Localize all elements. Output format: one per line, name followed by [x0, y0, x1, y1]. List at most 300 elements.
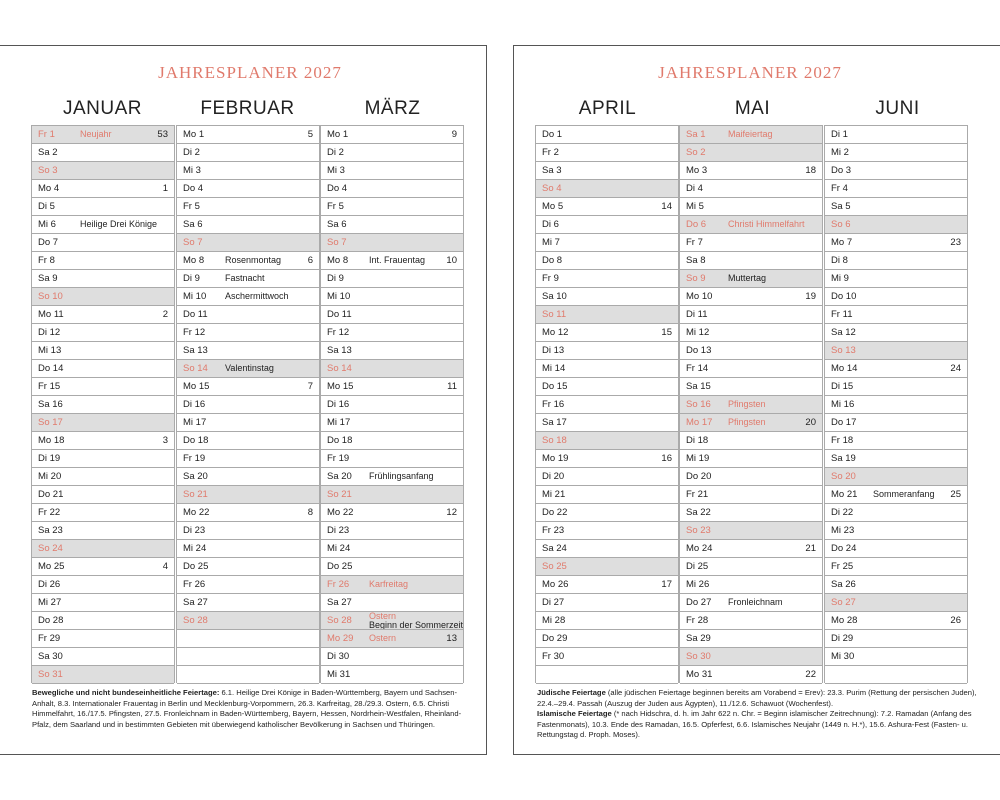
day-number: 25 — [842, 561, 854, 572]
weekday: Sa — [327, 345, 339, 356]
day-row — [536, 468, 678, 486]
day-number: 20 — [50, 471, 62, 482]
day-row — [825, 126, 967, 144]
day-label — [686, 414, 712, 431]
day-row — [825, 396, 967, 414]
day-label — [686, 360, 708, 377]
footnote-text-islamisch: (* nach Hidschra, d. h. im Jahr 622 n. Chr. = Beginn islamischer Zeitrechnung): 7.2. Ramadan (Anfang des Fastenmonats), 10.3. Ende des Ramadan, 16.5. Opferfest, 6.6. Islamisches Neujahr (1449 n. H.*), 15.6. Ashura-Fest (Fasten- u. Rettungstag d. Proph. Moses). — [537, 709, 972, 740]
day-label — [183, 504, 209, 521]
day-label — [686, 594, 711, 611]
day-row — [536, 378, 678, 396]
weekday: Mo — [831, 363, 845, 374]
weekday: Do — [38, 615, 51, 626]
month-heading-juni: JUNI — [875, 98, 920, 119]
day-label — [327, 612, 352, 629]
day-number: 21 — [341, 489, 352, 500]
weekday: Do — [327, 309, 340, 320]
day-number: 11 — [53, 309, 64, 320]
day-number: 7 — [52, 237, 59, 248]
day-number: 15 — [49, 381, 61, 392]
day-number: 11 — [197, 309, 208, 320]
day-label — [38, 486, 63, 503]
day-number: 14 — [52, 363, 64, 374]
day-label — [686, 180, 703, 197]
day-number: 2 — [194, 147, 200, 158]
day-number: 7 — [197, 237, 203, 248]
day-number: 11 — [341, 309, 352, 320]
weekday: Do — [542, 129, 555, 140]
weekday: Fr — [183, 201, 192, 212]
weekday: Mo — [686, 669, 700, 680]
day-label — [831, 126, 848, 143]
day-row — [32, 198, 174, 216]
day-number: 14 — [554, 363, 566, 374]
weekday: Mi — [686, 201, 697, 212]
weekday: Mi — [327, 291, 338, 302]
day-number: 4 — [697, 183, 703, 194]
holiday-name — [225, 252, 281, 269]
day-row — [321, 198, 463, 216]
day-label — [38, 630, 60, 647]
day-number: 19 — [557, 453, 569, 464]
day-number: 10 — [195, 291, 207, 302]
day-label — [686, 144, 706, 161]
day-number: 5 — [338, 201, 344, 212]
day-number: 10 — [701, 291, 713, 302]
day-label — [38, 612, 63, 629]
day-row — [321, 252, 463, 270]
day-label — [327, 594, 352, 611]
day-number: 30 — [700, 651, 711, 662]
day-number: 29 — [556, 633, 568, 644]
day-row — [177, 540, 319, 558]
day-label — [183, 270, 200, 287]
day-number: 13 — [845, 345, 856, 356]
day-number: 5 — [194, 201, 200, 212]
holiday-name — [225, 288, 289, 305]
weekday: Do — [542, 507, 555, 518]
day-number: 1 — [556, 129, 563, 140]
day-label — [686, 252, 706, 269]
weekday: Sa — [831, 579, 843, 590]
day-number: 25 — [556, 561, 567, 572]
weekday: Fr — [38, 507, 47, 518]
day-number: 5 — [845, 201, 851, 212]
day-number: 9 — [338, 273, 344, 284]
day-number: 29 — [842, 633, 854, 644]
day-row — [32, 306, 174, 324]
day-label — [327, 180, 347, 197]
holiday-name — [369, 468, 434, 485]
day-number: 18 — [556, 435, 567, 446]
day-number: 9 — [843, 273, 849, 284]
day-number: 15 — [700, 381, 711, 392]
day-row — [680, 594, 822, 612]
day-label — [183, 144, 200, 161]
day-number: 2 — [338, 147, 344, 158]
day-label — [831, 360, 857, 377]
day-row — [32, 324, 174, 342]
day-row — [177, 288, 319, 306]
day-number: 24 — [195, 543, 207, 554]
day-label — [686, 576, 709, 593]
day-label — [38, 468, 61, 485]
day-label — [327, 414, 350, 431]
day-row — [825, 162, 967, 180]
weekday: Mi — [38, 471, 49, 482]
day-label — [831, 342, 856, 359]
day-row — [536, 324, 678, 342]
day-row — [680, 414, 822, 432]
footnote-heading-islamisch: Islamische Feiertage — [537, 709, 612, 719]
day-row — [680, 180, 822, 198]
day-number: 8 — [198, 255, 205, 266]
day-number: 24 — [556, 543, 567, 554]
day-label — [542, 612, 565, 629]
day-row — [32, 396, 174, 414]
day-label — [38, 594, 61, 611]
weekday: Mi — [183, 291, 194, 302]
day-label — [831, 306, 852, 323]
day-row — [321, 522, 463, 540]
day-label — [542, 342, 564, 359]
day-number: 27 — [50, 597, 62, 608]
week-number: 5 — [307, 129, 313, 140]
holiday-name — [728, 396, 766, 413]
weekday: Sa — [686, 129, 698, 140]
holiday-text: Christi Himmelfahrt — [728, 219, 805, 229]
month-column-april — [535, 125, 679, 683]
day-number: 12 — [557, 327, 569, 338]
day-row — [177, 522, 319, 540]
day-label — [542, 144, 559, 161]
day-row — [680, 540, 822, 558]
weekday: Sa — [183, 345, 195, 356]
day-row — [536, 648, 678, 666]
day-label — [831, 396, 854, 413]
day-number: 16 — [700, 399, 711, 410]
weekday: Di — [831, 633, 840, 644]
day-row — [680, 522, 822, 540]
day-number: 15 — [842, 381, 854, 392]
day-number: 26 — [557, 579, 569, 590]
day-label — [38, 180, 59, 197]
weekday: Sa — [38, 273, 50, 284]
day-label — [38, 396, 63, 413]
week-number: 1 — [162, 183, 168, 194]
day-number: 9 — [194, 273, 200, 284]
day-row — [177, 198, 319, 216]
day-row — [536, 360, 678, 378]
day-row — [177, 360, 319, 378]
weekday: Mi — [38, 219, 49, 230]
weekday: Sa — [831, 201, 843, 212]
day-number: 3 — [556, 165, 562, 176]
day-row — [825, 432, 967, 450]
weekday: Mi — [831, 147, 842, 158]
week-number: 2 — [162, 309, 168, 320]
month-column-juni — [824, 125, 968, 683]
day-label — [327, 630, 353, 647]
day-number: 3 — [52, 165, 58, 176]
day-number: 2 — [553, 147, 559, 158]
day-label — [38, 342, 61, 359]
weekday: So — [686, 399, 698, 410]
day-row — [32, 144, 174, 162]
weekday: So — [38, 669, 50, 680]
day-label — [183, 414, 206, 431]
weekday: Sa — [542, 417, 554, 428]
day-number: 28 — [697, 615, 709, 626]
day-row — [680, 288, 822, 306]
day-row — [177, 144, 319, 162]
month-column-februar — [176, 125, 320, 683]
day-number: 13 — [50, 345, 62, 356]
holiday-text: Karfreitag — [369, 579, 409, 589]
weekday: Mi — [38, 345, 49, 356]
day-number: 24 — [701, 543, 713, 554]
day-number: 5 — [49, 201, 55, 212]
day-number: 21 — [697, 489, 709, 500]
day-number: 16 — [553, 399, 565, 410]
weekday: Di — [686, 183, 695, 194]
week-number: 18 — [805, 165, 816, 176]
day-row — [536, 162, 678, 180]
weekday: Sa — [327, 219, 339, 230]
weekday: Do — [542, 633, 555, 644]
holiday-text: Fastnacht — [225, 273, 265, 283]
weekday: So — [183, 237, 195, 248]
day-row — [32, 558, 174, 576]
day-label — [327, 252, 348, 269]
weekday: Di — [831, 507, 840, 518]
week-number: 26 — [950, 615, 961, 626]
weekday: Mo — [38, 309, 52, 320]
day-number: 1 — [700, 129, 706, 140]
holiday-text: Ostern — [369, 633, 397, 643]
day-row — [536, 180, 678, 198]
weekday: Sa — [183, 471, 195, 482]
day-row — [825, 594, 967, 612]
weekday: Fr — [831, 561, 840, 572]
day-label — [38, 558, 64, 575]
day-number: 22 — [556, 507, 568, 518]
week-number: 4 — [162, 561, 168, 572]
holiday-text: Rosenmontag — [225, 255, 282, 265]
day-row — [680, 198, 822, 216]
day-label — [183, 360, 208, 377]
week-number: 25 — [950, 489, 961, 500]
day-row — [32, 432, 174, 450]
day-label — [38, 144, 58, 161]
day-label — [831, 198, 851, 215]
day-row — [825, 540, 967, 558]
day-row — [321, 558, 463, 576]
day-label — [686, 216, 706, 233]
day-label — [183, 522, 205, 539]
weekday: So — [327, 615, 339, 626]
day-number: 4 — [53, 183, 60, 194]
weekday: Sa — [686, 381, 698, 392]
day-label — [542, 648, 564, 665]
day-label — [542, 396, 564, 413]
weekday: So — [542, 309, 554, 320]
day-row — [825, 270, 967, 288]
weekday: Di — [327, 525, 336, 536]
day-number: 18 — [53, 435, 65, 446]
holiday-text: Pfingsten — [728, 417, 766, 427]
day-label — [686, 234, 703, 251]
day-row — [680, 612, 822, 630]
weekday: Sa — [686, 507, 698, 518]
weekday: Mi — [686, 327, 697, 338]
day-row — [680, 450, 822, 468]
day-number: 6 — [50, 219, 56, 230]
weekday: Do — [542, 381, 555, 392]
day-label — [831, 504, 853, 521]
weekday: Do — [686, 219, 699, 230]
day-row — [177, 576, 319, 594]
day-row — [32, 162, 174, 180]
weekday: Fr — [183, 327, 192, 338]
day-number: 20 — [553, 471, 565, 482]
weekday: Di — [542, 597, 551, 608]
holiday-footnote-right — [537, 688, 977, 741]
day-row — [536, 612, 678, 630]
day-row — [321, 324, 463, 342]
day-row — [825, 504, 967, 522]
day-number: 27 — [197, 597, 208, 608]
day-number: 20 — [700, 471, 712, 482]
day-number: 10 — [845, 291, 857, 302]
day-label — [327, 504, 353, 521]
day-row — [177, 612, 319, 630]
day-row — [825, 630, 967, 648]
day-row — [825, 558, 967, 576]
day-label — [183, 612, 208, 629]
day-row — [32, 504, 174, 522]
day-row — [32, 576, 174, 594]
weekday: Mo — [686, 417, 700, 428]
day-label — [686, 162, 707, 179]
week-number: 15 — [661, 327, 672, 338]
day-number: 28 — [52, 615, 64, 626]
weekday: Fr — [327, 453, 336, 464]
holiday-text: Frühlingsanfang — [369, 471, 434, 481]
weekday: Sa — [831, 453, 843, 464]
weekday: Fr — [327, 327, 336, 338]
day-label — [327, 144, 344, 161]
day-number: 22 — [842, 507, 854, 518]
day-row — [177, 468, 319, 486]
weekday: So — [183, 615, 195, 626]
day-row — [32, 288, 174, 306]
day-label — [831, 414, 856, 431]
week-number: 23 — [950, 237, 961, 248]
holiday-text: Maifeiertag — [728, 129, 773, 139]
day-label — [183, 540, 206, 557]
day-row — [321, 432, 463, 450]
day-row — [680, 252, 822, 270]
day-number: 4 — [197, 183, 204, 194]
day-number: 18 — [197, 435, 209, 446]
day-row — [680, 378, 822, 396]
weekday: Do — [831, 543, 844, 554]
day-label — [542, 126, 562, 143]
day-row — [536, 522, 678, 540]
day-number: 10 — [556, 291, 567, 302]
day-label — [686, 630, 711, 647]
day-label — [327, 522, 349, 539]
day-row — [32, 252, 174, 270]
day-row — [177, 180, 319, 198]
day-row — [825, 648, 967, 666]
day-row — [536, 216, 678, 234]
day-label — [183, 450, 205, 467]
day-row — [32, 468, 174, 486]
weekday: Mi — [831, 525, 842, 536]
day-row — [321, 504, 463, 522]
day-row — [825, 450, 967, 468]
weekday: So — [183, 363, 195, 374]
day-label — [183, 342, 208, 359]
day-row — [680, 306, 822, 324]
day-label — [327, 198, 344, 215]
month-column-maerz — [320, 125, 464, 683]
day-number: 12 — [338, 327, 350, 338]
day-number: 24 — [845, 543, 857, 554]
day-row — [32, 594, 174, 612]
day-number: 3 — [701, 165, 708, 176]
weekday: Mi — [183, 543, 194, 554]
month-heading-februar: FEBRUAR — [200, 98, 295, 119]
weekday: Mo — [327, 507, 341, 518]
day-label — [831, 648, 854, 665]
weekday: So — [686, 651, 698, 662]
day-row — [321, 360, 463, 378]
day-label — [183, 594, 208, 611]
weekday: Fr — [542, 651, 551, 662]
week-number: 17 — [661, 579, 672, 590]
day-row — [680, 162, 822, 180]
footnote-heading: Bewegliche und nicht bundeseinheitliche Feiertage: — [32, 688, 220, 697]
day-label — [686, 270, 706, 287]
weekday: Mi — [327, 543, 338, 554]
weekday: Mi — [38, 597, 49, 608]
day-row — [680, 468, 822, 486]
day-number: 14 — [341, 363, 352, 374]
day-row — [32, 522, 174, 540]
weekday: So — [327, 489, 339, 500]
day-row — [680, 486, 822, 504]
day-label — [542, 198, 563, 215]
day-label — [183, 288, 206, 305]
week-number: 19 — [805, 291, 816, 302]
month-heading-mai: MAI — [734, 98, 771, 119]
day-label — [686, 666, 712, 683]
day-row — [177, 504, 319, 522]
week-number: 14 — [661, 201, 672, 212]
day-row — [825, 306, 967, 324]
weekday: Fr — [831, 309, 840, 320]
day-row — [536, 666, 678, 684]
day-row — [177, 306, 319, 324]
day-label — [38, 378, 60, 395]
day-number: 31 — [52, 669, 63, 680]
day-row — [825, 234, 967, 252]
weekday: So — [686, 525, 698, 536]
weekday: Di — [38, 453, 47, 464]
